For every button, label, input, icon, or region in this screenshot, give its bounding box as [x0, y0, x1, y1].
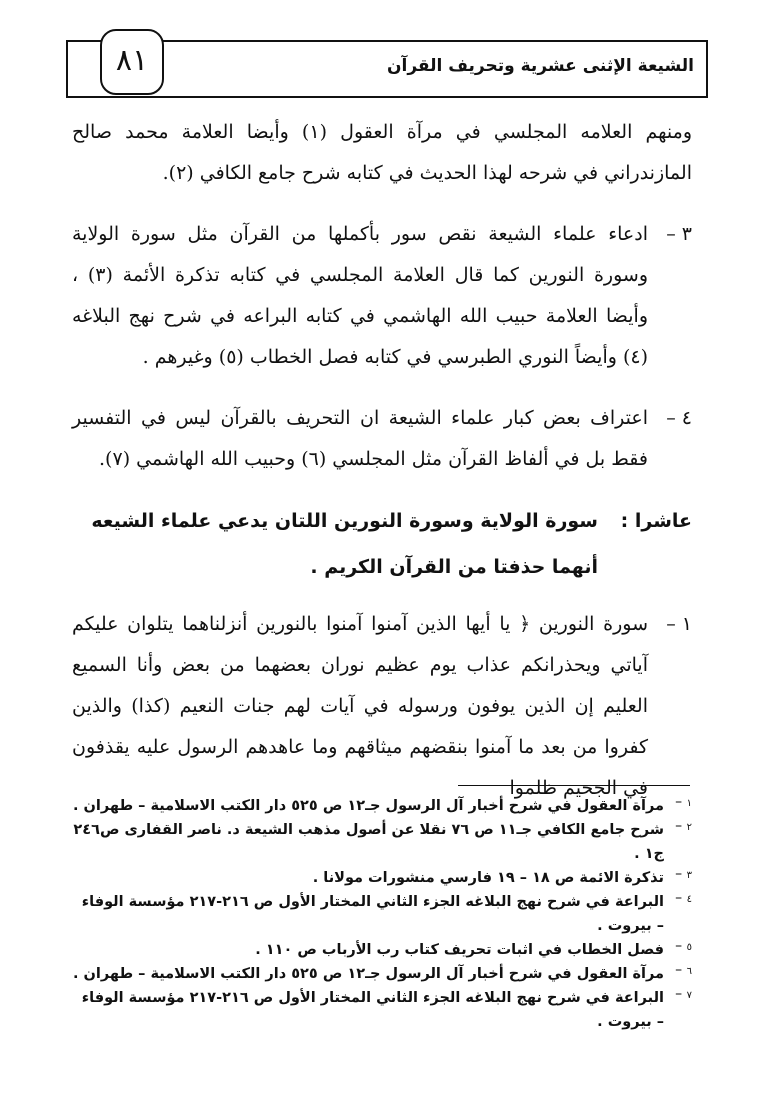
footnote: [72, 962, 692, 986]
footnote-text: تذكرة الائمة ص ١٨ – ١٩ فارسي منشورات مولانا .: [312, 870, 664, 886]
intro-paragraph: ومنهم العلامه المجلسي في مرآة العقول (١) وأيضا العلامة محمد صالح المازندراني في شرحه لهذا الحديث في كتابه شرح جامع الكافي (٢).: [72, 121, 693, 184]
footnote: [72, 794, 692, 818]
footnote: [72, 866, 692, 890]
footnote-text: فصل الخطاب في اثبات تحريف كتاب رب الأرباب ص ١١٠ .: [255, 942, 664, 958]
footnote-number: ٢ –: [675, 814, 692, 840]
footnote-number: ١ –: [675, 790, 692, 816]
section-heading: [72, 498, 692, 590]
footnote: [72, 818, 692, 866]
footnotes: [72, 794, 692, 1034]
list-item-text: سورة النورين ﴿ يا أيها الذين آمنوا آمنوا بالنورين أنزلناهما يتلوان عليكم آياتي ويحذرانكم عذاب يوم عظيم نوران بعضهما من بعض وأنا السميع العليم إن الذين يوفون ورسوله في آيات لهم جنات النعيم (كذا) والذين كفروا من بعد ما آمنوا بنقضهم ميثاقهم وما عاهدهم الرسول عليه يقذفون في الجحيم ظلموا: [72, 613, 648, 799]
footnote: [72, 938, 692, 962]
list-item-3: [72, 214, 692, 378]
footnote-text: مرآة العقول في شرح أخبار آل الرسول جـ١٢ ص ٥٢٥ دار الكتب الاسلامية – طهران .: [72, 966, 664, 982]
footnote-number: ٧ –: [675, 982, 692, 1008]
section-heading-label: عاشرا :: [620, 510, 692, 532]
list-item-1: [72, 604, 692, 809]
footnote-number: ٦ –: [675, 958, 692, 984]
footnote-text: شرح جامع الكافي جـ١١ ص ٧٦ نقلا عن أصول مذهب الشيعة د. ناصر القفارى ص٢٤٦ ج١ .: [73, 822, 664, 862]
footnote-number: ٤ –: [675, 886, 692, 912]
list-item-number: ١ –: [666, 613, 692, 635]
footnote-number: ٥ –: [675, 934, 692, 960]
footnote-text: البراعة في شرح نهج البلاغه الجزء الثاني المختار الأول ص ٢١٦-٢١٧ مؤسسة الوفاء – بيروت .: [81, 894, 664, 934]
list-item-text: اعتراف بعض كبار علماء الشيعة ان التحريف بالقرآن ليس في التفسير فقط بل في ألفاظ القرآن مثل المجلسي (٦) وحبيب الله الهاشمي (٧).: [72, 407, 648, 470]
list-item-4: [72, 398, 692, 480]
footnote-number: ٣ –: [675, 862, 692, 888]
section-heading-text: سورة الولاية وسورة النورين اللتان يدعي علماء الشيعه أنهما حذفتا من القرآن الكريم .: [91, 510, 598, 578]
footnote-separator: [458, 785, 690, 786]
list-item-text: ادعاء علماء الشيعة نقص سور بأكملها من القرآن مثل سورة الولاية وسورة النورين كما قال العلامة المجلسي في كتابه تذكرة الأئمة (٣) ، وأيضا العلامة حبيب الله الهاشمي في كتابه البراعه في شرح نهج البلاغه (٤) وأيضاً النوري الطبرسي في كتابه فصل الخطاب (٥) وغيرهم .: [72, 223, 648, 368]
list-item-number: ٤ –: [666, 407, 692, 429]
page-number: ٨١: [100, 29, 164, 95]
footnote: [72, 986, 692, 1034]
running-title: الشيعة الإثنى عشرية وتحريف القرآن: [387, 56, 694, 76]
footnote-text: البراعة في شرح نهج البلاغه الجزء الثاني المختار الأول ص ٢١٦-٢١٧ مؤسسة الوفاء – بيروت .: [81, 990, 664, 1030]
footnote-text: مرآة العقول في شرح أخبار آل الرسول جـ١٢ ص ٥٢٥ دار الكتب الاسلامية – طهران .: [72, 798, 664, 814]
list-item-number: ٣ –: [666, 223, 692, 245]
footnote: [72, 890, 692, 938]
